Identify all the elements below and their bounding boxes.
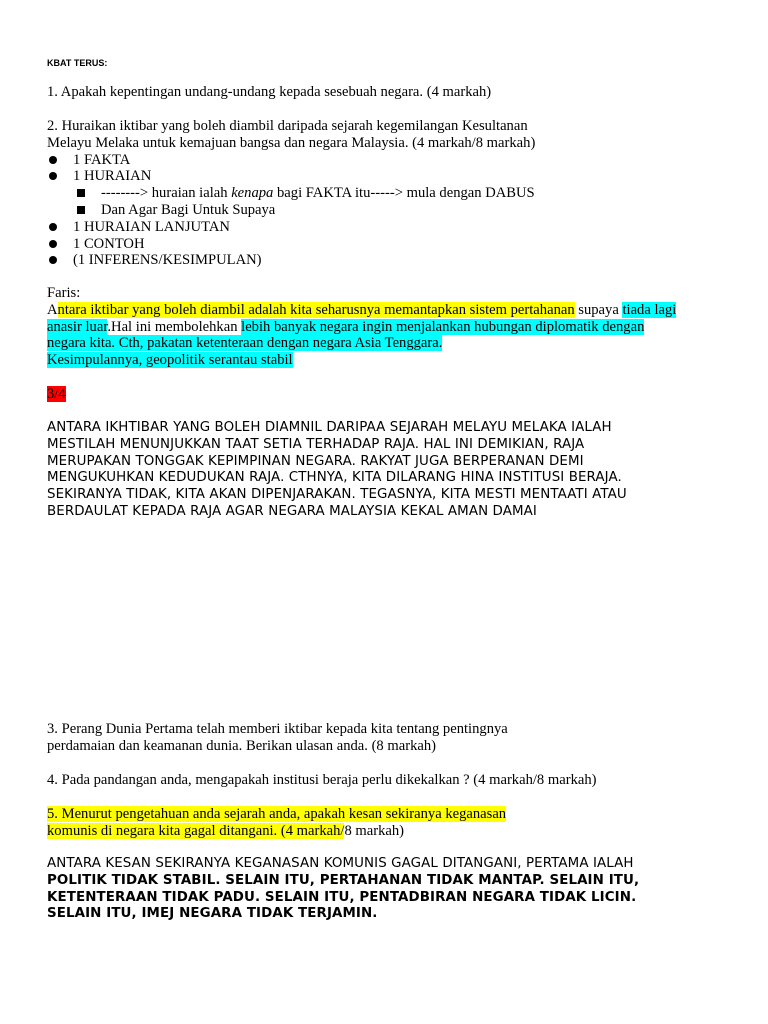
highlight-yellow: 5. Menurut pengetahuan anda sejarah anda, apakah kesan sekiranya keganasan [47, 806, 507, 822]
answer-2 [47, 856, 747, 923]
answer-2-line: ANTARA KESAN SEKIRANYA KEGANASAN KOMUNIS GAGAL DITANGANI, PERTAMA IALAH [47, 856, 634, 871]
highlight-yellow: komunis di negara kita gagal ditangani. (4 markah/ [47, 822, 345, 839]
bullet-huraian: 1 HURAIAN [47, 168, 737, 185]
question-5-text: 8 markah) [344, 822, 405, 839]
faris-text: A [47, 301, 58, 318]
answer-2-line: SELAIN ITU, IMEJ NEGARA TIDAK TERJAMIN. [47, 906, 378, 922]
highlight-cyan: lebih banyak negara ingin menjalankan hubungan diplomatik dengan [241, 318, 645, 335]
faris-text: supaya [574, 301, 623, 318]
question-1: 1. Apakah kepentingan undang-undang kepada sesebuah negara. (4 markah) [47, 84, 492, 100]
question-4: 4. Pada pandangan anda, mengapakah institusi beraja perlu dikekalkan ? (4 markah/8 markah) [47, 772, 597, 788]
faris-text: .Hal ini membolehkan [107, 318, 242, 335]
highlight-cyan: Kesimpulannya, geopolitik serantau stabil [47, 352, 293, 369]
bullet-inferens: (1 INFERENS/KESIMPULAN) [47, 252, 737, 269]
answer-2-line: POLITIK TIDAK STABIL. SELAIN ITU, PERTAHANAN TIDAK MANTAP. SELAIN ITU, [47, 872, 640, 888]
highlight-cyan: negara kita. Cth, pakatan ketenteraan dengan negara Asia Tenggara. [47, 335, 443, 352]
answer-1 [47, 420, 747, 521]
bullet-fakta: 1 FAKTA [47, 152, 737, 169]
question-2-line-1: 2. Huraikan iktibar yang boleh diambil daripada sejarah kegemilangan Kesultanan [47, 118, 528, 134]
question-3 [47, 721, 737, 755]
score-badge: 3/4 [47, 385, 66, 402]
bullet-huraian-lanjutan: 1 HURAIAN LANJUTAN [47, 219, 737, 236]
answer-2-line: KETENTERAAN TIDAK PADU. SELAIN ITU, PENTADBIRAN NEGARA TIDAK LICIN. [47, 889, 637, 905]
question-2 [47, 118, 737, 269]
sub-bullet-text: --------> huraian ialah [101, 185, 232, 202]
sub-bullet-text: bagi FAKTA itu-----> mula dengan DABUS [273, 185, 535, 202]
answer-1-line: SEKIRANYA TIDAK, KITA AKAN DIPENJARAKAN. TEGASNYA, KITA MESTI MENTAATI ATAU [47, 487, 627, 503]
answer-1-line: MESTILAH MENUNJUKKAN TAAT SETIA TERHADAP RAJA. HAL INI DEMIKIAN, RAJA [47, 436, 585, 452]
sub-bullet-italic: kenapa [231, 185, 274, 202]
question-2-line-2: Melayu Melaka untuk kemajuan bangsa dan negara Malaysia. (4 markah/8 markah) [47, 134, 536, 151]
faris-label: Faris: [47, 285, 81, 301]
question-3-line: 3. Perang Dunia Pertama telah memberi iktibar kepada kita tentang pentingnya [47, 721, 508, 737]
sub-bullet-huraian-kenapa [47, 185, 737, 202]
faris-answer [47, 285, 737, 403]
answer-1-line: BERDAULAT KEPADA RAJA AGAR NEGARA MALAYSIA KEKAL AMAN DAMAI [47, 503, 537, 519]
highlight-cyan: tiada lagi [622, 301, 677, 318]
heading: KBAT TERUS: [47, 58, 108, 68]
highlight-cyan: anasir luar [47, 318, 108, 335]
question-3-line: perdamaian dan keamanan dunia. Berikan ulasan anda. (8 markah) [47, 737, 437, 754]
bullet-contoh: 1 CONTOH [47, 236, 737, 253]
sub-bullet-dabus: Dan Agar Bagi Untuk Supaya [47, 202, 737, 219]
answer-1-line: MENGUKUHKAN KEDUDUKAN RAJA. CTHNYA, KITA DILARANG HINA INSTITUSI BERAJA. [47, 470, 622, 486]
answer-1-line: MERUPAKAN TONGGAK KEPIMPINAN NEGARA. RAKYAT JUGA BERPERANAN DEMI [47, 453, 584, 469]
question-5 [47, 806, 737, 840]
answer-1-line: ANTARA IKHTIBAR YANG BOLEH DIAMNIL DARIPAA SEJARAH MELAYU MELAKA IALAH [47, 420, 612, 435]
faris-paragraph [47, 302, 737, 369]
highlight-yellow: ntara iktibar yang boleh diambil adalah kita seharusnya memantapkan sistem pertahanan [57, 301, 575, 318]
